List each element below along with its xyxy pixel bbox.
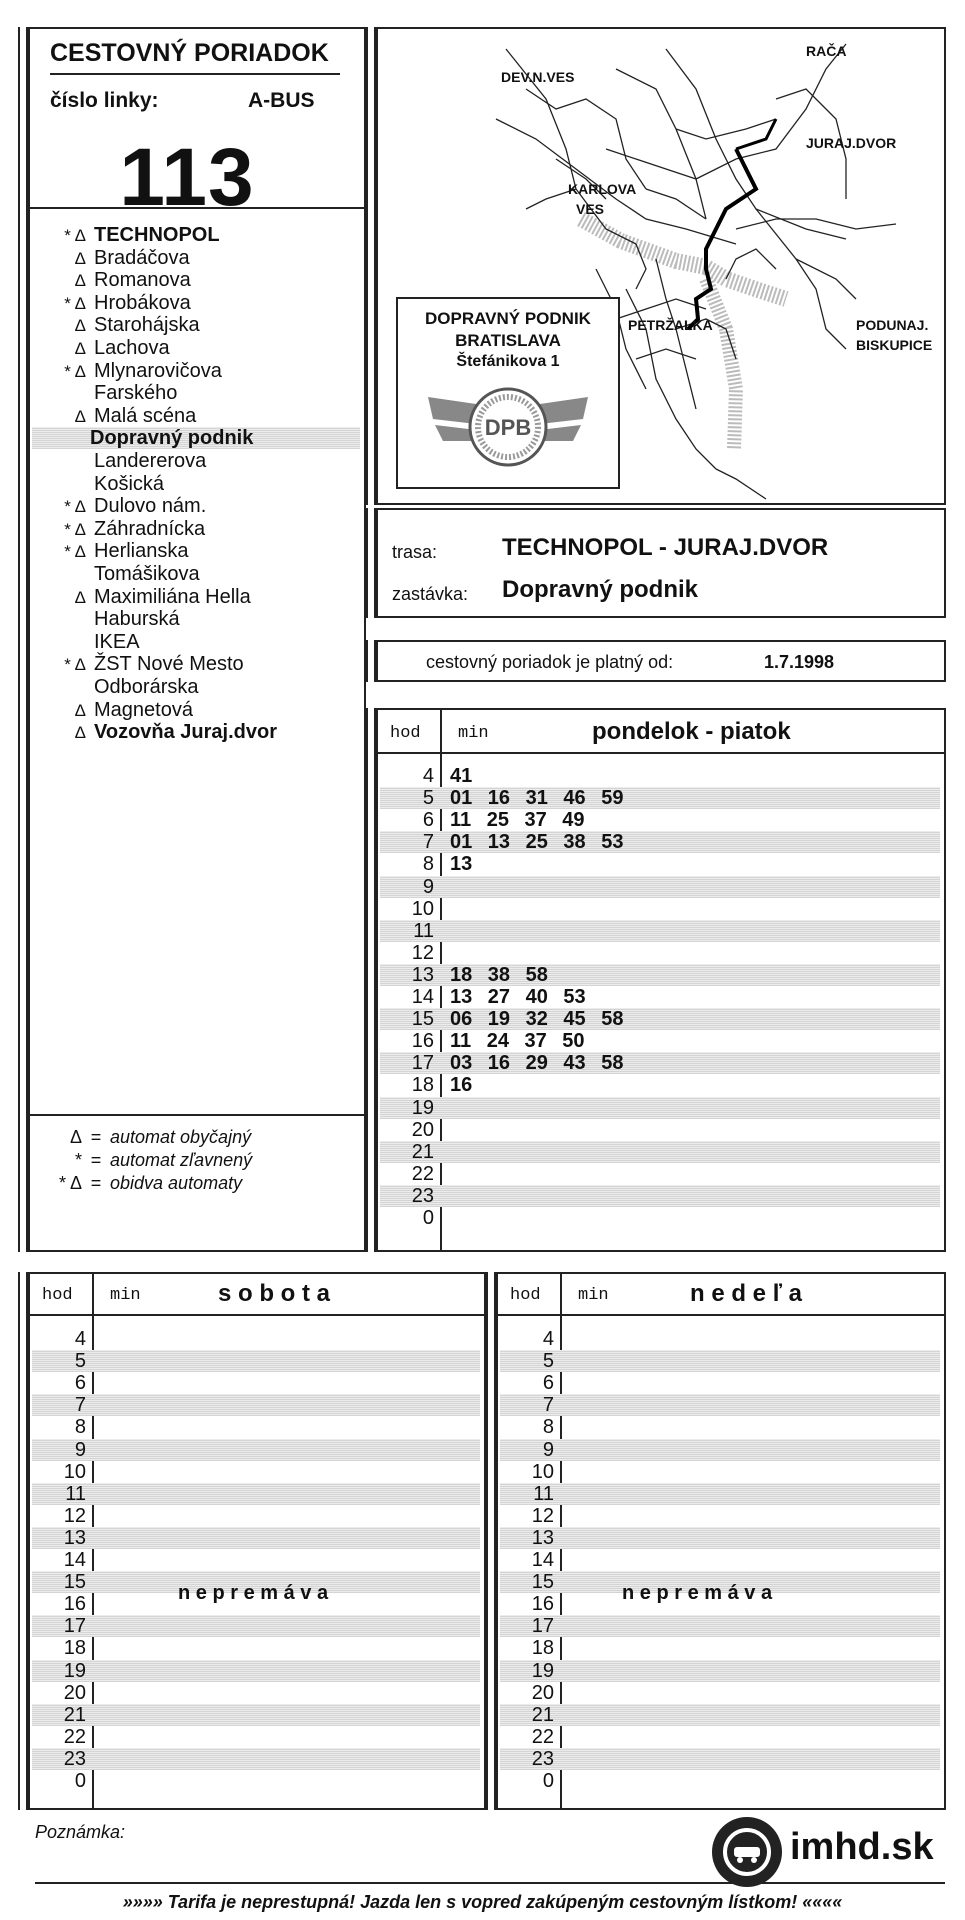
- stop-name: Hrobákova: [94, 291, 191, 314]
- hour-cell: 13: [411, 963, 434, 986]
- legend-text: obidva automaty: [110, 1173, 243, 1193]
- hour-cell: 20: [531, 1681, 554, 1704]
- route-path: [688, 149, 756, 329]
- hour-cell: 12: [63, 1504, 86, 1527]
- stop-item: [36, 337, 170, 359]
- stop-item: [36, 721, 277, 743]
- hour-cell: 12: [411, 941, 434, 964]
- sunday-hour-row: [500, 1660, 940, 1682]
- weekday-hour-row: [380, 1163, 940, 1185]
- line-type: A-BUS: [248, 89, 315, 112]
- stop-item: [36, 540, 188, 562]
- hour-cell: 15: [531, 1571, 554, 1594]
- weekday-hour-row: [380, 1097, 940, 1119]
- hour-cell: 17: [531, 1615, 554, 1638]
- stop-item: [32, 427, 360, 449]
- map-label-karlova-ves: VES: [576, 201, 605, 217]
- stop-name: Malá scéna: [94, 404, 197, 427]
- hour-cell: 16: [63, 1593, 86, 1616]
- stop-name: Odborárska: [94, 676, 199, 698]
- stop-item: [36, 405, 196, 427]
- stop-ticket-symbol: Δ: [74, 271, 86, 291]
- saturday-min-header: min: [110, 1286, 141, 1305]
- weekday-header-rule: [376, 752, 944, 754]
- hour-cell: 19: [63, 1659, 86, 1682]
- weekday-hour-row: [380, 1030, 940, 1052]
- timetable-title: CESTOVNÝ PORIADOK: [50, 39, 329, 67]
- saturday-hour-row: [32, 1350, 480, 1372]
- stop-item: [36, 360, 222, 382]
- hour-cell: 16: [531, 1593, 554, 1616]
- saturday-hour-row: [32, 1704, 480, 1726]
- saturday-hour-row: [32, 1439, 480, 1461]
- stop-ticket-symbol: Δ: [74, 406, 86, 426]
- hour-cell: 7: [74, 1394, 86, 1417]
- saturday-hour-row: [32, 1505, 480, 1527]
- legend-symbol: Δ: [69, 1127, 82, 1147]
- weekday-hour-row: [380, 942, 940, 964]
- weekday-hour-row: [380, 986, 940, 1008]
- hour-cell: 10: [411, 897, 434, 920]
- hour-cell: 10: [531, 1460, 554, 1483]
- stop-item: [36, 247, 190, 269]
- stop-ticket-symbol: Δ: [74, 700, 86, 720]
- weekday-hour-row: [380, 898, 940, 920]
- operator-city: BRATISLAVA: [455, 331, 561, 350]
- hour-cell: 17: [63, 1615, 86, 1638]
- hour-cell: 11: [413, 919, 434, 942]
- hour-cell: 6: [542, 1372, 554, 1395]
- weekday-hour-row: [380, 920, 940, 942]
- legend-item: [42, 1150, 252, 1171]
- weekday-hour-row: [380, 1207, 940, 1229]
- weekday-hour-row: [380, 853, 940, 875]
- hour-cell: 4: [542, 1328, 554, 1350]
- stop-name: TECHNOPOL: [94, 224, 220, 246]
- hour-cell: 15: [63, 1571, 86, 1594]
- weekday-hour-row: [380, 1185, 940, 1207]
- hour-cell: 22: [531, 1725, 554, 1748]
- stop-ticket-symbol: * Δ: [64, 293, 86, 313]
- hour-cell: 9: [74, 1438, 86, 1461]
- weekday-hour-row: [380, 1141, 940, 1163]
- operator-address: Štefánikova 1: [456, 353, 560, 370]
- operator-name: DOPRAVNÝ PODNIK: [425, 309, 591, 328]
- minutes-cell: 01 16 31 46 59: [450, 787, 624, 810]
- validity-label: cestovný poriadok je platný od:: [426, 652, 674, 672]
- saturday-hour-row: [32, 1549, 480, 1571]
- sunday-hour-row: [500, 1770, 940, 1792]
- hour-cell: 15: [411, 1008, 434, 1031]
- stop-name: Lachova: [94, 337, 170, 359]
- sunday-no-service: n e p r e m á v a: [622, 1582, 773, 1604]
- legend-symbol: *: [74, 1150, 82, 1170]
- sunday-hour-row: [500, 1637, 940, 1659]
- legend-equals: =: [90, 1127, 102, 1147]
- route-path-end: [736, 119, 776, 149]
- sunday-hour-row: [500, 1350, 940, 1372]
- legend-equals: =: [90, 1173, 102, 1193]
- stop-name: Magnetová: [94, 698, 193, 721]
- validity-panel: [374, 640, 946, 682]
- minutes-cell: 11 24 37 50: [450, 1030, 585, 1053]
- hour-cell: 5: [542, 1350, 554, 1373]
- operator-box: [396, 297, 620, 489]
- saturday-hour-row: [32, 1394, 480, 1416]
- sunday-hour-row: [500, 1704, 940, 1726]
- stop-name: Farského: [94, 382, 178, 405]
- stop-name: Starohájska: [94, 314, 200, 337]
- saturday-hour-row: [32, 1372, 480, 1394]
- stop-name: Landererova: [94, 450, 207, 472]
- stop-name: Romanova: [94, 269, 191, 292]
- sunday-hour-row: [500, 1726, 940, 1748]
- weekday-hour-row: [380, 809, 940, 831]
- hour-cell: 4: [74, 1328, 86, 1350]
- stop-ticket-symbol: Δ: [74, 316, 86, 336]
- saturday-hour-row: [32, 1726, 480, 1748]
- minutes-cell: 01 13 25 38 53: [450, 831, 624, 854]
- trasa-value: TECHNOPOL - JURAJ.DVOR: [502, 534, 829, 561]
- hour-cell: 0: [542, 1770, 554, 1792]
- map-label-raca: RAČA: [806, 43, 847, 59]
- hour-cell: 14: [411, 986, 434, 1008]
- saturday-hour-row: [32, 1483, 480, 1505]
- sunday-title: n e d e ľ a: [690, 1280, 802, 1307]
- sunday-hod-header: hod: [510, 1286, 541, 1305]
- hour-cell: 6: [422, 809, 434, 832]
- weekday-title: pondelok - piatok: [592, 718, 791, 745]
- hour-cell: 11: [533, 1482, 554, 1505]
- stop-name: IKEA: [94, 630, 140, 653]
- saturday-no-service: n e p r e m á v a: [178, 1582, 329, 1604]
- stop-ticket-symbol: Δ: [74, 587, 86, 607]
- stop-item: [36, 314, 200, 336]
- map-label-petrzalka: PETRŽALKA: [628, 317, 713, 333]
- sunday-hour-row: [500, 1372, 940, 1394]
- sunday-hour-row: [500, 1527, 940, 1549]
- saturday-hour-row: [32, 1416, 480, 1438]
- weekday-hour-row: [380, 1074, 940, 1096]
- minutes-cell: 18 38 58: [450, 963, 548, 986]
- weekday-hour-row: [380, 1119, 940, 1141]
- minutes-cell: 06 19 32 45 58: [450, 1008, 624, 1031]
- hour-cell: 22: [63, 1725, 86, 1748]
- hour-cell: 0: [74, 1770, 86, 1792]
- saturday-hour-row: [32, 1682, 480, 1704]
- hour-cell: 4: [422, 765, 434, 787]
- hour-cell: 17: [411, 1052, 434, 1075]
- sunday-panel: [494, 1272, 946, 1810]
- legend-item: [42, 1127, 251, 1148]
- hour-cell: 18: [531, 1637, 554, 1660]
- stop-name: Haburská: [94, 608, 180, 631]
- legend-text: automat obyčajný: [110, 1127, 252, 1147]
- legend-item: [42, 1173, 242, 1194]
- stops-panel: [26, 207, 366, 1252]
- hour-cell: 13: [531, 1526, 554, 1549]
- hour-cell: 20: [411, 1118, 434, 1141]
- line-number-label: číslo linky:: [50, 89, 159, 112]
- dpb-logo-text: DPB: [484, 415, 532, 440]
- stop-ticket-symbol: Δ: [74, 723, 86, 743]
- stop-ticket-symbol: * Δ: [64, 519, 86, 539]
- stop-ticket-symbol: * Δ: [64, 361, 86, 381]
- saturday-title: s o b o t a: [218, 1280, 331, 1307]
- stop-item: [36, 292, 191, 314]
- stop-name: Dulovo nám.: [94, 495, 207, 518]
- imhd-logo-icon: [712, 1817, 782, 1887]
- stop-name: Herlianska: [94, 540, 189, 563]
- hour-cell: 10: [63, 1460, 86, 1483]
- legend-divider: [28, 1114, 364, 1116]
- stop-name: Košická: [94, 472, 165, 495]
- minutes-cell: 03 16 29 43 58: [450, 1052, 624, 1075]
- hour-cell: 23: [531, 1747, 554, 1770]
- stop-item: [36, 699, 193, 721]
- stop-item: [36, 495, 206, 517]
- weekday-hour-row: [380, 787, 940, 809]
- hour-cell: 19: [411, 1096, 434, 1119]
- stop-item: [36, 631, 140, 653]
- saturday-hour-row: [32, 1461, 480, 1483]
- hour-cell: 5: [74, 1350, 86, 1373]
- hour-cell: 22: [411, 1162, 434, 1185]
- route-panel: [374, 508, 946, 618]
- stop-item: [36, 586, 251, 608]
- weekday-hour-row: [380, 765, 940, 787]
- stop-item: [36, 382, 177, 404]
- stop-item: [36, 653, 244, 675]
- hour-cell: 7: [542, 1394, 554, 1417]
- imhd-brand: imhd.sk: [790, 1826, 934, 1868]
- stop-ticket-symbol: * Δ: [64, 542, 86, 562]
- hour-cell: 18: [411, 1074, 434, 1097]
- hour-cell: 5: [422, 787, 434, 810]
- stop-name: Záhradnícka: [94, 517, 206, 540]
- footer-notice: »»»» Tarifa je neprestupná! Jazda len s vopred zakúpeným cestovným lístkom! ««««: [122, 1892, 843, 1912]
- hour-cell: 9: [542, 1438, 554, 1461]
- hour-cell: 16: [411, 1030, 434, 1053]
- stop-name: Dopravný podnik: [90, 427, 254, 450]
- stop-name: Tomášikova: [94, 563, 200, 585]
- hour-cell: 14: [531, 1549, 554, 1571]
- stop-item: [36, 450, 206, 472]
- sunday-header-rule: [496, 1314, 944, 1316]
- stop-name: Maximiliána Hella: [94, 585, 251, 608]
- weekday-hour-row: [380, 876, 940, 898]
- sunday-hour-row: [500, 1505, 940, 1527]
- saturday-hour-row: [32, 1527, 480, 1549]
- sunday-hour-row: [500, 1461, 940, 1483]
- map-label-podunaj: PODUNAJ.: [856, 317, 929, 333]
- note-label: Poznámka:: [35, 1822, 126, 1842]
- saturday-hour-row: [32, 1637, 480, 1659]
- legend-text: automat zľavnený: [110, 1150, 253, 1170]
- hour-cell: 7: [422, 831, 434, 854]
- saturday-hour-row: [32, 1770, 480, 1792]
- hour-cell: 6: [74, 1372, 86, 1395]
- weekday-hour-row: [380, 831, 940, 853]
- stop-ticket-symbol: * Δ: [64, 497, 86, 517]
- stop-item: [36, 608, 180, 630]
- hour-cell: 11: [65, 1482, 86, 1505]
- stop-name: ŽST Nové Mesto: [94, 653, 244, 676]
- hour-cell: 12: [531, 1504, 554, 1527]
- sunday-hour-row: [500, 1416, 940, 1438]
- minutes-cell: 11 25 37 49: [450, 809, 585, 832]
- stop-item: [36, 473, 164, 495]
- hour-cell: 23: [63, 1747, 86, 1770]
- saturday-hour-row: [32, 1748, 480, 1770]
- saturday-hour-row: [32, 1615, 480, 1637]
- saturday-hod-header: hod: [42, 1286, 73, 1305]
- weekday-panel: [374, 708, 946, 1252]
- map-panel: [374, 27, 946, 505]
- map-label-biskupice: BISKUPICE: [856, 337, 933, 353]
- saturday-hour-row: [32, 1328, 480, 1350]
- map-label-dev-n-ves: DEV.N.VES: [501, 69, 575, 85]
- sunday-min-header: min: [578, 1286, 609, 1305]
- sunday-hour-row: [500, 1748, 940, 1770]
- sunday-hour-row: [500, 1682, 940, 1704]
- stop-item: [36, 269, 191, 291]
- hour-cell: 8: [422, 853, 434, 876]
- minutes-cell: 41: [450, 765, 473, 787]
- stop-item: [36, 518, 205, 540]
- weekday-hour-row: [380, 1052, 940, 1074]
- legend-symbol: * Δ: [58, 1173, 82, 1193]
- stop-ticket-symbol: Δ: [74, 339, 86, 358]
- stop-label: zastávka:: [392, 584, 469, 604]
- sunday-hour-row: [500, 1549, 940, 1571]
- saturday-header-rule: [28, 1314, 484, 1316]
- legend-equals: =: [90, 1150, 102, 1170]
- minutes-cell: 13: [450, 853, 473, 876]
- hour-cell: 20: [63, 1681, 86, 1704]
- hour-cell: 23: [411, 1184, 434, 1207]
- validity-date: 1.7.1998: [764, 652, 835, 672]
- sunday-hour-row: [500, 1483, 940, 1505]
- stop-name: Mlynarovičova: [94, 359, 222, 382]
- footer-rule: [35, 1882, 945, 1884]
- hour-cell: 14: [63, 1549, 86, 1571]
- hour-cell: 21: [531, 1703, 554, 1726]
- hour-cell: 21: [411, 1140, 434, 1163]
- hour-cell: 21: [63, 1703, 86, 1726]
- stop-item: [36, 224, 220, 246]
- stop-ticket-symbol: Δ: [74, 248, 86, 268]
- stop-value: Dopravný podnik: [502, 576, 699, 603]
- sunday-hour-row: [500, 1615, 940, 1637]
- weekday-min-header: min: [458, 724, 489, 743]
- map-label-juraj-dvor: JURAJ.DVOR: [806, 135, 897, 151]
- river-danube-branch: [706, 279, 736, 449]
- sunday-hour-row: [500, 1439, 940, 1461]
- stop-ticket-symbol: * Δ: [64, 655, 86, 675]
- stop-item: [36, 563, 200, 585]
- stop-ticket-symbol: * Δ: [64, 226, 86, 245]
- saturday-panel: [26, 1272, 486, 1810]
- sunday-hour-row: [500, 1394, 940, 1416]
- stop-name: Vozovňa Juraj.dvor: [94, 721, 278, 744]
- hour-cell: 13: [63, 1526, 86, 1549]
- weekday-hour-row: [380, 1008, 940, 1030]
- title-underline: [50, 73, 340, 75]
- river-danube: [581, 219, 786, 299]
- weekday-hour-row: [380, 964, 940, 986]
- hour-cell: 18: [63, 1637, 86, 1660]
- hour-cell: 9: [422, 875, 434, 898]
- stop-name: Bradáčova: [94, 246, 190, 269]
- hour-cell: 0: [422, 1207, 434, 1229]
- line-number: 113: [119, 132, 255, 223]
- stop-item: [36, 676, 199, 698]
- hour-cell: 8: [542, 1416, 554, 1439]
- hour-cell: 8: [74, 1416, 86, 1439]
- map-label-karlova: KARLOVA: [568, 181, 637, 197]
- weekday-hod-header: hod: [390, 724, 421, 743]
- header-panel: [26, 27, 366, 223]
- sunday-hour-row: [500, 1328, 940, 1350]
- trasa-label: trasa:: [392, 542, 438, 562]
- minutes-cell: 13 27 40 53: [450, 986, 586, 1008]
- hour-cell: 19: [531, 1659, 554, 1682]
- minutes-cell: 16: [450, 1074, 473, 1097]
- saturday-hour-row: [32, 1660, 480, 1682]
